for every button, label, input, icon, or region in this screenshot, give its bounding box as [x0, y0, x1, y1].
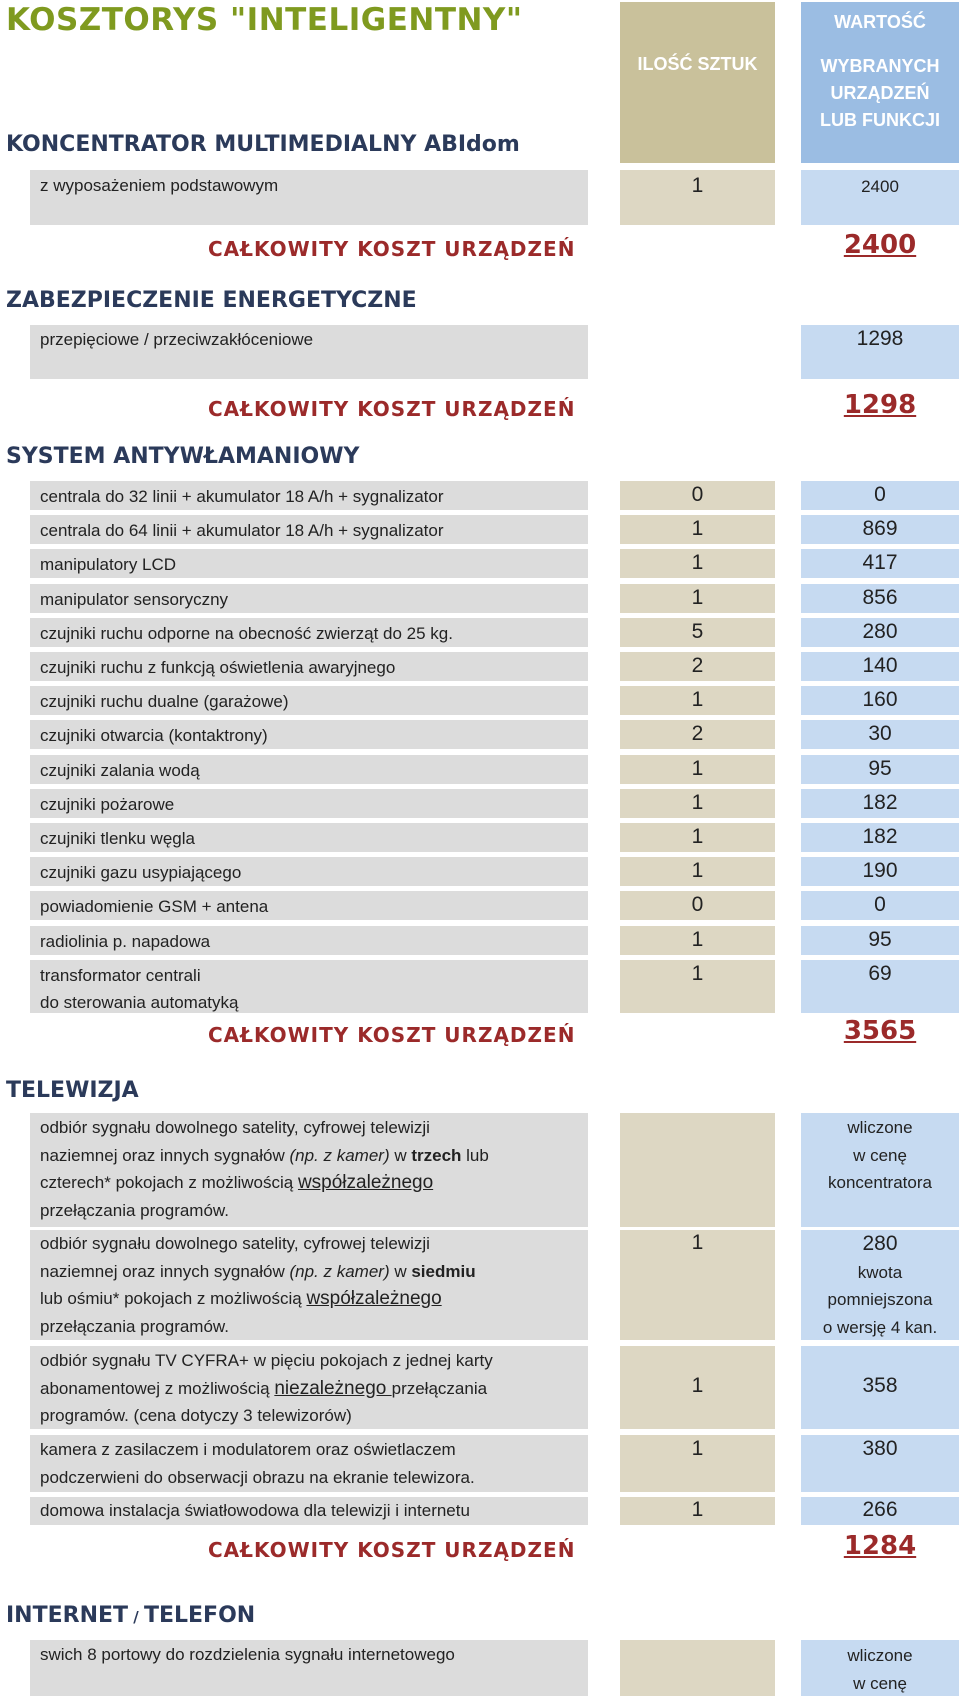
row-qty: 1: [691, 586, 704, 609]
row-value: 190: [862, 859, 898, 882]
internet-row1-value: [801, 1642, 959, 1696]
tv-row1-value: [801, 1114, 959, 1197]
desc-line: czterech* pokojach z możliwością: [40, 1173, 298, 1192]
row-value: 30: [868, 722, 892, 745]
row-desc: czujniki tlenku węgla: [40, 829, 195, 848]
tv-row3-qty: 1: [691, 1374, 704, 1397]
row-value: 160: [862, 688, 898, 711]
tv-row5-value: 266: [862, 1498, 898, 1521]
row-value: 182: [862, 825, 898, 848]
tv-row2-value: [801, 1230, 959, 1341]
tv-row4-qty: 1: [691, 1437, 704, 1460]
row-qty: 1: [691, 791, 704, 814]
total-label: CAŁKOWITY KOSZT URZĄDZEŃ: [208, 237, 576, 261]
desc-line: naziemnej oraz innych sygnałów: [40, 1145, 290, 1165]
row-qty: 1: [691, 962, 704, 985]
row-desc: przepięciowe / przeciwzakłóceniowe: [40, 330, 314, 349]
value-line: o wersję 4 kan.: [822, 1317, 938, 1337]
section-title-antywlamaniowy: SYSTEM ANTYWŁAMANIOWY: [6, 444, 360, 469]
tv-row1-desc: [40, 1114, 489, 1224]
page-title: KOSZTORYS "INTELIGENTNY": [6, 2, 523, 38]
row-value: 95: [868, 757, 892, 780]
row-desc: manipulator sensoryczny: [40, 590, 229, 609]
row-desc: czujniki ruchu dualne (garażowe): [40, 692, 289, 711]
row-desc: radiolinia p. napadowa: [40, 932, 211, 951]
desc-underlined: niezależnego: [274, 1377, 392, 1399]
tv-row2-qty: 1: [691, 1231, 704, 1254]
desc-underlined: współzależnego: [306, 1288, 442, 1309]
desc-line: lub ośmiu* pokojach z możliwością: [40, 1289, 307, 1308]
section-title-koncentrator: KONCENTRATOR MULTIMEDIALNY ABIdom: [6, 132, 520, 157]
row-desc: manipulatory LCD: [40, 555, 177, 574]
desc-line: przełączania programów.: [40, 1200, 229, 1220]
row-qty: 2: [691, 722, 704, 745]
row-desc: centrala do 32 linii + akumulator 18 A/h + sygnalizator: [40, 487, 444, 506]
qty-bg: [620, 1640, 775, 1696]
row-desc: czujniki ruchu z funkcją oświetlenia awaryjnego: [40, 658, 396, 677]
desc-line: programów. (cena dotyczy 3 telewizorów): [40, 1406, 352, 1425]
desc-part: przełączania: [391, 1378, 488, 1398]
row-qty: 1: [691, 688, 704, 711]
row-desc: czujniki otwarcia (kontaktrony): [40, 726, 268, 745]
row-value: 95: [868, 928, 892, 951]
value-line: pomniejszona: [827, 1290, 933, 1309]
row-desc: czujniki pożarowe: [40, 795, 175, 814]
section-title-separator: /: [128, 1608, 144, 1626]
row-value: 0: [874, 893, 886, 916]
value-line: wliczone: [847, 1118, 913, 1137]
row-qty: 1: [691, 174, 704, 197]
value-line: w cenę: [853, 1674, 907, 1693]
total-label: CAŁKOWITY KOSZT URZĄDZEŃ: [208, 1538, 576, 1562]
value-line: koncentratora: [828, 1173, 932, 1192]
row-qty: 1: [691, 757, 704, 780]
total-value: 3565: [843, 1016, 917, 1046]
row-qty: 1: [691, 551, 704, 574]
total-label: CAŁKOWITY KOSZT URZĄDZEŃ: [208, 1023, 576, 1047]
row-desc: powiadomienie GSM + antena: [40, 897, 269, 916]
row-desc: czujniki gazu usypiającego: [40, 863, 242, 882]
total-label: CAŁKOWITY KOSZT URZĄDZEŃ: [208, 397, 576, 421]
row-qty: 1: [691, 825, 704, 848]
row-qty: 5: [691, 620, 704, 643]
row-value: 69: [868, 962, 892, 985]
header-value-line2b: URZĄDZEŃ: [830, 83, 930, 103]
desc-line: przełączania programów.: [40, 1316, 229, 1336]
row-qty: 2: [691, 654, 704, 677]
desc-part: w: [389, 1145, 412, 1165]
row-desc: z wyposażeniem podstawowym: [40, 176, 279, 195]
desc-bold: trzech: [411, 1145, 462, 1165]
row-value: 2400: [861, 177, 899, 196]
row-value: 182: [862, 791, 898, 814]
header-value-line2a: WYBRANYCH: [820, 56, 940, 76]
tv-row5-qty: 1: [691, 1498, 704, 1521]
desc-line: podczerwieni do obserwacji obrazu na ekranie telewizora.: [40, 1467, 475, 1487]
internet-row1-desc: swich 8 portowy do rozdzielenia sygnału internetowego: [40, 1645, 455, 1664]
desc-part: w: [389, 1261, 412, 1281]
tv-row3-value: 358: [862, 1374, 898, 1397]
tv-row2-desc: [40, 1230, 476, 1340]
header-value: [801, 2, 959, 163]
section-title-part-internet: INTERNET: [6, 1603, 129, 1628]
desc-italic: (np. z kamer): [289, 1145, 390, 1165]
row-desc: czujniki ruchu odporne na obecność zwierząt do 25 kg.: [40, 624, 453, 643]
row-qty: 1: [691, 517, 704, 540]
section-title-internet-telefon: [6, 1603, 255, 1628]
tv-row4-desc: [40, 1436, 475, 1491]
row-qty: 0: [691, 893, 704, 916]
row-value: 140: [862, 654, 898, 677]
tv-row4-value: 380: [862, 1437, 898, 1460]
tv-row5-desc: domowa instalacja światłowodowa dla telewizji i internetu: [40, 1501, 470, 1520]
section-title-zabezpieczenie: ZABEZPIECZENIE ENERGETYCZNE: [6, 288, 417, 313]
row-value: 0: [874, 483, 886, 506]
row-qty: 0: [691, 483, 704, 506]
row-desc: transformator centrali: [40, 966, 201, 985]
header-value-line1: WARTOŚĆ: [834, 12, 926, 32]
header-value-line2c: LUB FUNKCJI: [820, 110, 940, 130]
header-quantity: ILOŚĆ SZTUK: [620, 2, 775, 163]
row-value: 280: [862, 620, 898, 643]
value-line: kwota: [857, 1262, 903, 1282]
row-value: 1298: [856, 327, 904, 350]
desc-line: kamera z zasilaczem i modulatorem oraz oświetlaczem: [40, 1440, 456, 1459]
desc-line: odbiór sygnału dowolnego satelity, cyfrowej telewizji: [40, 1234, 430, 1253]
desc-line: odbiór sygnału TV CYFRA+ w pięciu pokojach z jednej karty: [40, 1351, 493, 1370]
row-value: 856: [862, 586, 898, 609]
desc-line: abonamentowej z możliwością: [40, 1378, 275, 1398]
section-title-part-telefon: TELEFON: [143, 1603, 256, 1628]
row-value: 417: [862, 551, 898, 574]
row-qty: 1: [691, 928, 704, 951]
total-value: 1284: [843, 1531, 917, 1561]
header-value-line2: [801, 53, 959, 134]
desc-italic: (np. z kamer): [289, 1261, 390, 1281]
row-qty: 1: [691, 859, 704, 882]
value-line: w cenę: [853, 1145, 907, 1165]
row-desc: czujniki zalania wodą: [40, 761, 200, 780]
section-title-telewizja: TELEWIZJA: [6, 1078, 139, 1103]
desc-line: odbiór sygnału dowolnego satelity, cyfrowej telewizji: [40, 1118, 430, 1137]
desc-bold: siedmiu: [411, 1261, 476, 1281]
desc-line: naziemnej oraz innych sygnałów: [40, 1261, 290, 1281]
tv-row3-desc: [40, 1347, 493, 1430]
row-value: 869: [862, 517, 898, 540]
value-line: wliczone: [847, 1646, 913, 1665]
total-value: 2400: [843, 230, 917, 260]
qty-bg: [620, 1113, 775, 1227]
total-value: 1298: [843, 390, 917, 420]
desc-part: lub: [461, 1145, 489, 1165]
desc-underlined: współzależnego: [297, 1172, 434, 1193]
row-desc-line2: do sterowania automatyką: [40, 993, 239, 1012]
row-desc: centrala do 64 linii + akumulator 18 A/h + sygnalizator: [40, 521, 444, 540]
value-line: 280: [862, 1232, 898, 1255]
